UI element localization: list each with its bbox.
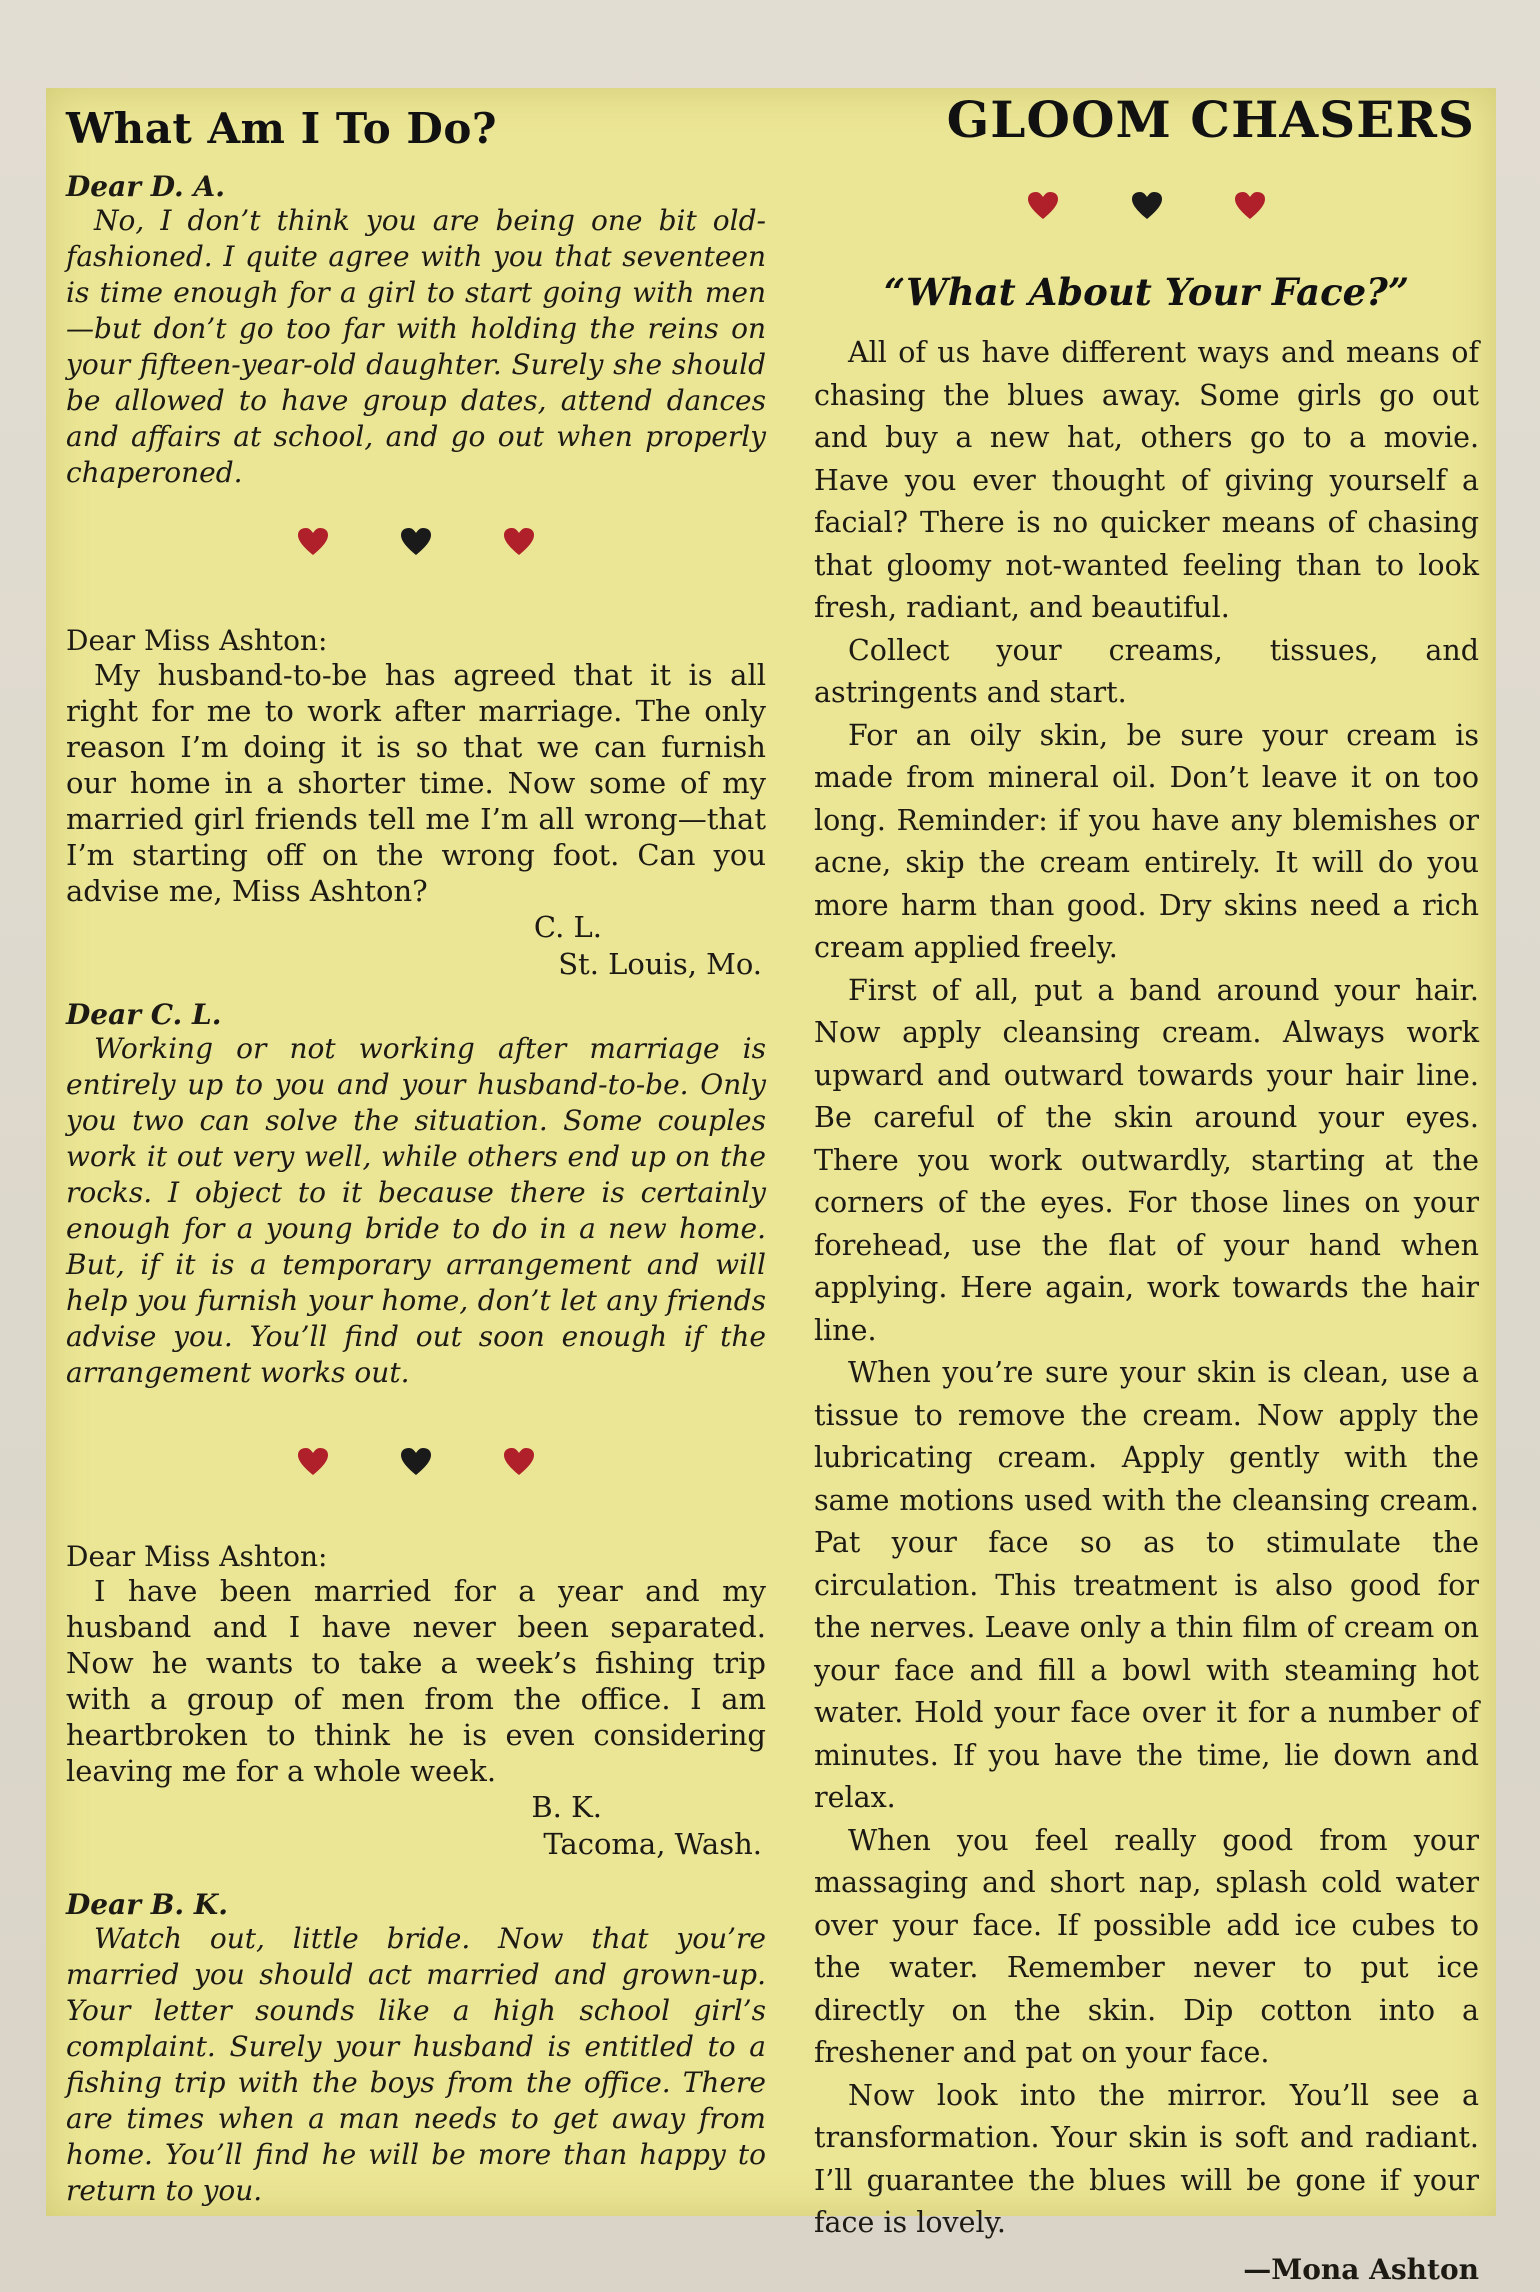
signature-initials: B. K.	[531, 1790, 602, 1824]
signature-place: Tacoma, Wash.	[543, 1827, 762, 1861]
hearts-divider	[66, 528, 766, 574]
article-paragraph: All of us have different ways and means of chasing the blues away. Some girls go out and buy a new hat, others go to a movie. Have you ever thought of giving yourself a facial? There is no quicker means of chasing that gloomy not-wanted feeling than to look fresh, radiant, and beautiful.	[814, 336, 1479, 624]
article-paragraph: When you feel really good from your massaging and short nap, splash cold water over your face. If possible add ice cubes to the water. Remember never to put ice directly on the skin. Dip cotton into a freshener and pat on your face.	[814, 1823, 1479, 2069]
hearts-divider	[814, 192, 1479, 238]
letter-text: I have been married for a year and my husband and I have never been separated. Now he wants to take a week’s fishing trip with a group of men from the office. I am heartbroken to think he is even considering leaving me for a whole week.	[66, 1574, 766, 1788]
answer-text: Working or not working after marriage is entirely up to you and your husband-to-be. Only you two can solve the situation. Some couples work it out very well, while others end up on the rocks. I object to it because there is certainly enough for a young bride to do in a new home. But, if it is a temporary arrangement and will help you furnish your home, don’t let any friends advise you. You’ll find out soon enough if the arrangement works out.	[66, 1032, 766, 1389]
beauty-column-title: GLOOM CHASERS	[946, 90, 1475, 149]
article-subtitle: “What About Your Face?”	[883, 270, 1410, 314]
heart-icon	[401, 1448, 431, 1476]
answer-block-da	[66, 170, 766, 491]
advice-column-title: What Am I To Do?	[66, 104, 497, 153]
hearts-divider	[66, 1448, 766, 1494]
salutation: Dear B. K.	[66, 1888, 228, 1921]
salutation: Dear C. L.	[66, 998, 222, 1031]
heart-icon	[504, 1448, 534, 1476]
article-paragraph: Now look into the mirror. You’ll see a transformation. Your skin is soft and radiant. I’ll guarantee the blues will be gone if your face is lovely.	[814, 2078, 1479, 2239]
heart-icon	[504, 528, 534, 556]
heart-icon	[401, 528, 431, 556]
heart-icon	[298, 528, 328, 556]
heart-icon	[1132, 192, 1162, 220]
article-byline: —Mona Ashton	[1243, 2252, 1479, 2286]
salutation: Dear Miss Ashton:	[66, 624, 328, 657]
salutation: Dear Miss Ashton:	[66, 1540, 328, 1573]
salutation: Dear D. A.	[66, 170, 225, 203]
answer-text: Watch out, little bride. Now that you’re married you should act married and grown-up. Your letter sounds like a high school girl’s complaint. Surely your husband is entitled to a fishing trip with the boys from the office. There are times when a man needs to get away from home. You’ll find he will be more than happy to return to you.	[66, 1922, 766, 2207]
signature	[66, 909, 766, 983]
signature-initials: C. L.	[533, 910, 602, 944]
signature	[66, 1789, 766, 1863]
article-body	[814, 332, 1479, 2286]
article-paragraph: For an oily skin, be sure your cream is made from mineral oil. Don’t leave it on too long. Reminder: if you have any blemishes or acne, skip the cream entirely. It will do you more harm than good. Dry skins need a rich cream applied freely.	[814, 718, 1479, 964]
article-paragraph: First of all, put a band around your hair. Now apply cleansing cream. Always work upward and outward towards your hair line. Be careful of the skin around your eyes. There you work outwardly, starting at the corners of the eyes. For those lines on your forehead, use the flat of your hand when applying. Here again, work towards the hair line.	[814, 973, 1479, 1347]
heart-icon	[298, 1448, 328, 1476]
letter-block-cl	[66, 624, 766, 983]
signature-place: St. Louis, Mo.	[558, 947, 762, 981]
content-panel	[46, 88, 1496, 2286]
heart-icon	[1235, 192, 1265, 220]
heart-icon	[1028, 192, 1058, 220]
article-paragraph: When you’re sure your skin is clean, use a tissue to remove the cream. Now apply the lubricating cream. Apply gently with the same motions used with the cleansing cream. Pat your face so as to stimulate the circulation. This treatment is also good for the nerves. Leave only a thin film of cream on your face and fill a bowl with steaming hot water. Hold your face over it for a number of minutes. If you have the time, lie down and relax.	[814, 1356, 1479, 1814]
answer-text: No, I don’t think you are being one bit old-fashioned. I quite agree with you that seventeen is time enough for a girl to start going with men—but don’t go too far with holding the reins on your fifteen-year-old daughter. Surely she should be allowed to have group dates, attend dances and affairs at school, and go out when properly chaperoned.	[66, 204, 766, 489]
answer-block-cl	[66, 998, 766, 1391]
letter-block-bk	[66, 1540, 766, 1863]
answer-block-bk	[66, 1888, 766, 2209]
letter-text: My husband-to-be has agreed that it is all right for me to work after marriage. The only reason I’m doing it is so that we can furnish our home in a shorter time. Now some of my married girl friends tell me I’m all wrong—that I’m starting off on the wrong foot. Can you advise me, Miss Ashton?	[66, 658, 766, 908]
article-paragraph: Collect your creams, tissues, and astringents and start.	[814, 633, 1479, 709]
